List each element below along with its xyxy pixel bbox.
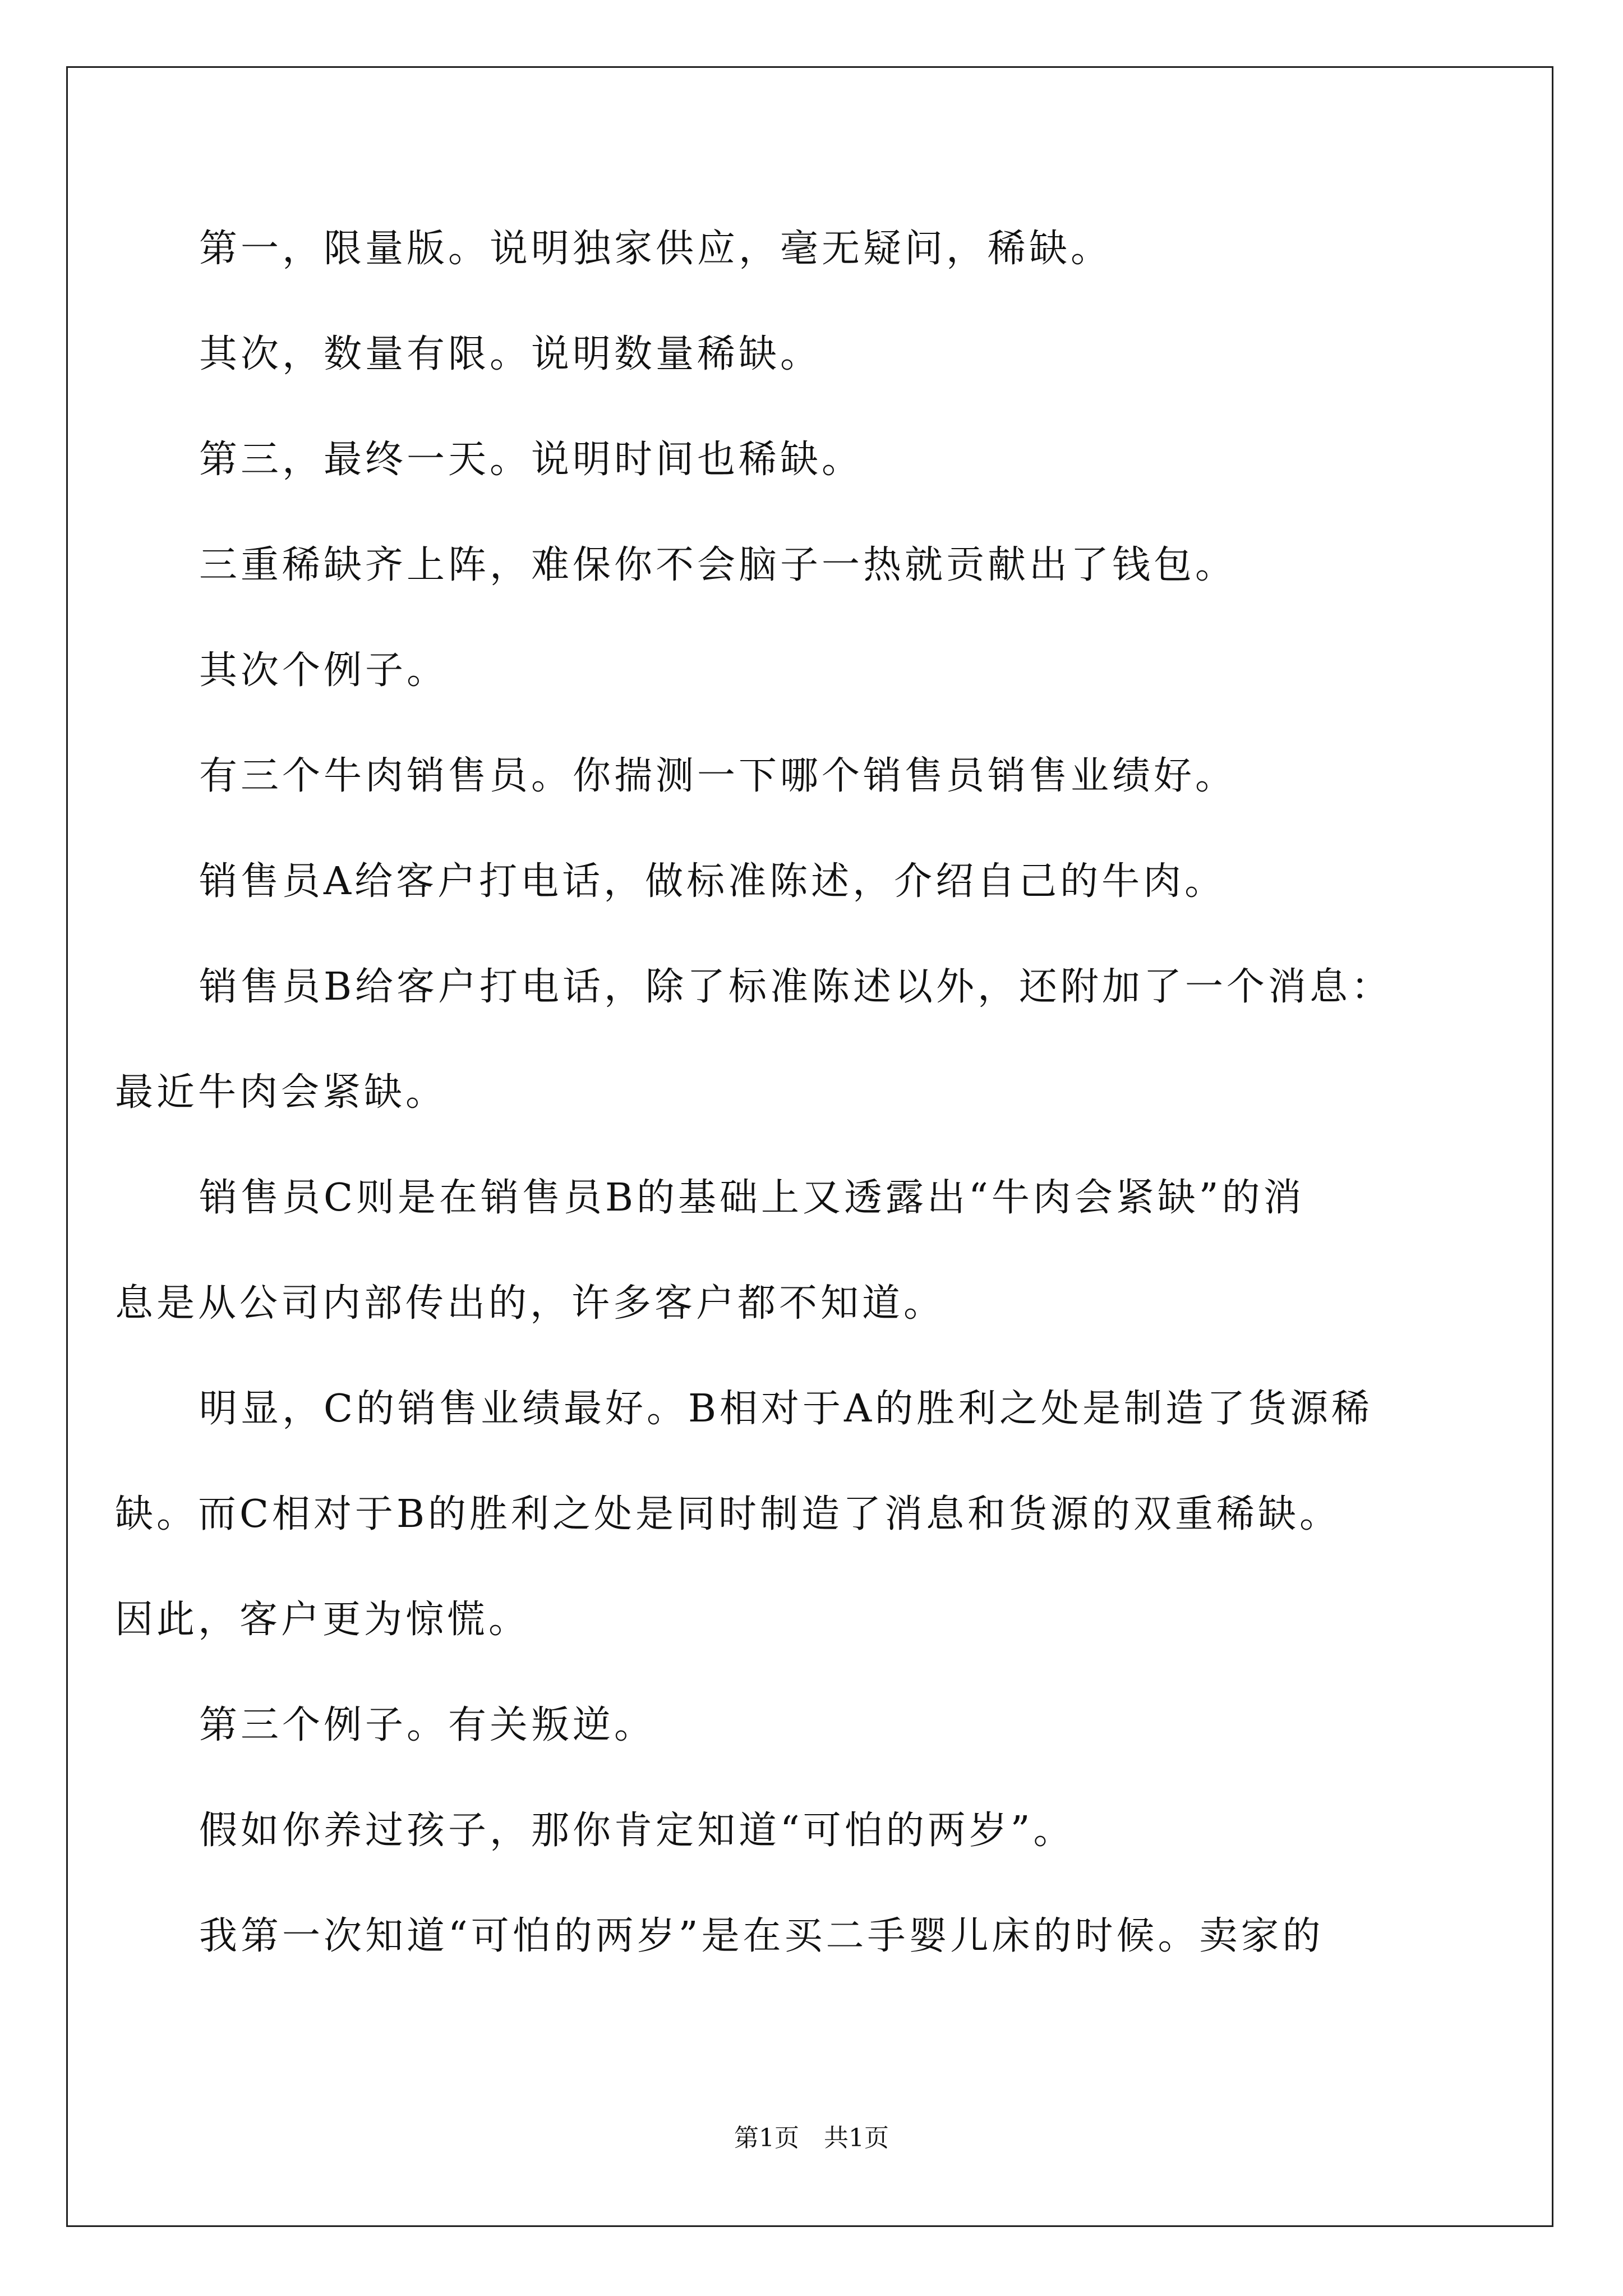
page-footer: 第1页 共1页 [734,2124,889,2152]
page-border [66,66,1553,2227]
paragraph-continuation: 最近牛肉会紧缺。 [115,1070,448,1115]
paragraph: 销售员A给客户打电话，做标准陈述，介绍自己的牛肉。 [199,859,1227,904]
paragraph: 其次个例子。 [199,648,449,693]
paragraph: 明显，C的销售业绩最好。B相对于A的胜利之处是制造了货源稀 [199,1387,1373,1431]
paragraph: 我第一次知道“可怕的两岁”是在买二手婴儿床的时候。卖家的 [199,1914,1324,1958]
paragraph: 销售员B给客户打电话，除了标准陈述以外，还附加了一个消息： [199,965,1393,1009]
paragraph: 三重稀缺齐上阵，难保你不会脑子一热就贡献出了钱包。 [199,543,1237,587]
paragraph: 第三，最终一天。说明时间也稀缺。 [199,438,864,482]
paragraph-continuation: 缺。而C相对于B的胜利之处是同时制造了消息和货源的双重稀缺。 [115,1492,1341,1536]
paragraph: 假如你养过孩子，那你肯定知道“可怕的两岁”。 [199,1809,1075,1853]
paragraph: 第一，限量版。说明独家供应，毫无疑问，稀缺。 [199,227,1113,271]
paragraph: 有三个牛肉销售员。你揣测一下哪个销售员销售业绩好。 [199,754,1237,798]
paragraph: 其次，数量有限。说明数量稀缺。 [199,332,822,376]
paragraph: 销售员C则是在销售员B的基础上又透露出“牛肉会紧缺”的消 [199,1176,1305,1220]
paragraph-continuation: 因此，客户更为惊慌。 [115,1598,531,1642]
paragraph-continuation: 息是从公司内部传出的，许多客户都不知道。 [115,1281,946,1326]
paragraph: 第三个例子。有关叛逆。 [199,1703,656,1747]
